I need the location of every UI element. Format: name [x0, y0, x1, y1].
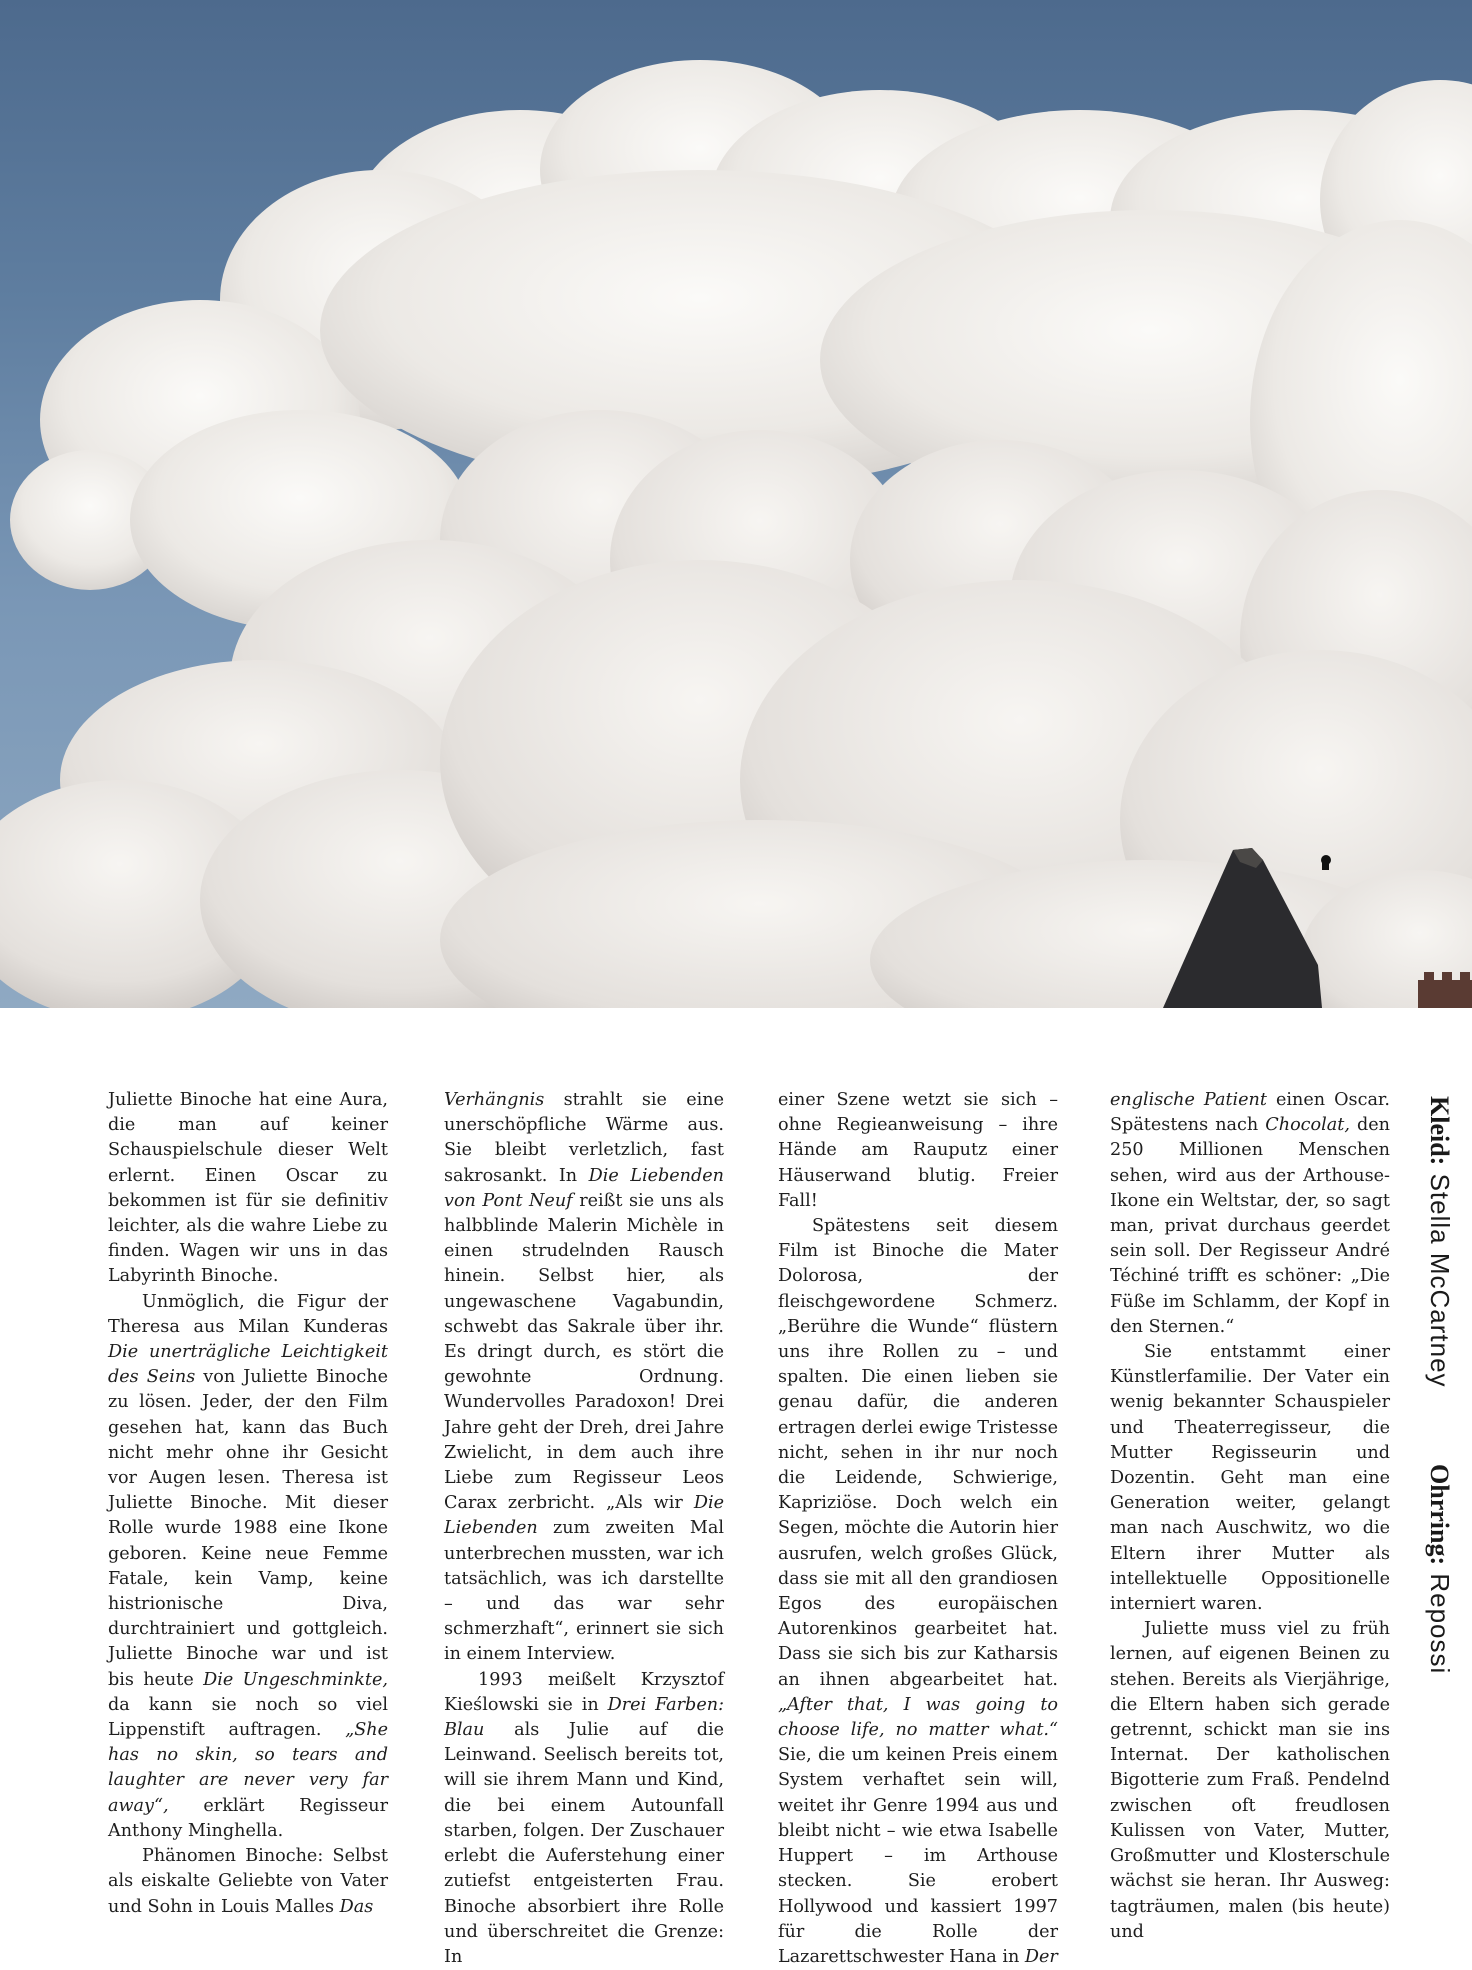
- paragraph: [444, 1088, 724, 1668]
- text: Unmöglich, die Figur der Theresa aus Milan Kunderas: [108, 1291, 388, 1337]
- paragraph: [778, 1088, 1058, 1214]
- paragraph: [1110, 1340, 1390, 1617]
- earring-credit-value: Repossi: [1425, 1573, 1455, 1675]
- text: erklärt Regisseur Anthony Minghella.: [108, 1795, 388, 1841]
- text: Juliette Binoche hat eine Aura, die man auf keiner Schauspielschule dieser Welt erlernt. Einen Oscar zu bekommen ist für sie definitiv leichter, als die wahre Liebe zu finden. Wagen wir uns in das Labyrinth Binoche.: [108, 1090, 388, 1287]
- text: da kann sie noch so viel Lippenstift auftragen.: [108, 1694, 388, 1741]
- article-column-2: [444, 1088, 724, 1970]
- film-title: Das: [339, 1896, 374, 1917]
- paragraph: [108, 1290, 388, 1844]
- film-title: Chocolat,: [1265, 1115, 1350, 1136]
- film-title: Der: [1024, 1946, 1058, 1967]
- quote: „After that, I was going to choose life, no matter what.“: [778, 1694, 1058, 1741]
- text: strahlt sie eine unerschöpfliche Wärme aus. Sie bleibt verletzlich, fast sakrosankt. In: [444, 1090, 724, 1186]
- paragraph: [108, 1088, 388, 1290]
- text: Phänomen Binoche: Selbst als eiskalte Geliebte von Vater und Sohn in Louis Malles: [108, 1846, 388, 1917]
- text: den 250 Millionen Menschen sehen, wird aus der Arthouse-Ikone ein Weltstar, der, so sagt man, privat durchaus geerdet sein soll. Der Regisseur André Téchiné trifft es schöner: „Die Füße im Schlamm, der Kopf in den Sternen.“: [1110, 1115, 1390, 1337]
- earring-credit-label: Ohrring:: [1425, 1464, 1454, 1566]
- film-title: Verhängnis: [444, 1090, 545, 1110]
- emphasis: Die Ungeschminkte,: [203, 1669, 388, 1690]
- paragraph: [778, 1214, 1058, 1970]
- dress-credit-value: Stella McCartney: [1425, 1173, 1455, 1388]
- fashion-credits: [1420, 1096, 1460, 1856]
- text: als Julie auf die Leinwand. Seelisch bereits tot, will sie ihrem Mann und Kind, die bei einem Autounfall starben, folgen. Der Zuschauer erlebt die Auferstehung einer zutiefst entgeisterten Frau. Binoche absorbiert ihre Rolle und überschreitet die Grenze: In: [444, 1720, 724, 1967]
- text: Sie, die um keinen Preis einem System verhaftet sein will, weitet ihr Genre 1994 aus und bleibt nicht – wie etwa Isabelle Huppert – im Arthouse stecken. Sie erobert Hollywood und kassiert 1997 für die Rolle der Lazarettschwester Hana in: [778, 1745, 1058, 1967]
- film-title: Drei Farben: Blau: [444, 1694, 724, 1741]
- text: Spätestens seit diesem Film ist Binoche die Mater Dolorosa, der fleischgewordene Schmerz. „Berühre die Wunde“ flüstern uns ihre Rollen zu – und spalten. Die einen lieben sie genau dafür, die anderen ertragen derlei ewige Tristesse nicht, sehen in ihr nur noch die Leidende, Schwierige, Kapriziöse. Doch welch ein Segen, möchte die Autorin hier ausrufen, welch großes Glück, dass sie mit all den grandiosen Egos des europäischen Autorenkinos gearbeitet hat. Dass sie sich bis zur Katharsis an ihnen abgearbeitet hat.: [778, 1216, 1058, 1690]
- paragraph: [1110, 1617, 1390, 1945]
- text: Sie entstammt einer Künstlerfamilie. Der Vater ein wenig bekannter Schauspieler und Theaterregisseur, die Mutter Regisseurin und Dozentin. Geht man eine Generation weiter, gelangt man nach Auschwitz, wo die Eltern ihrer Mutter als intellektuelle Oppositionelle interniert waren.: [1110, 1342, 1390, 1615]
- article-body: [108, 1088, 1390, 1967]
- paragraph: [1110, 1088, 1390, 1340]
- film-title: Die Liebenden von Pont Neuf: [444, 1165, 724, 1211]
- text: 1993 meißelt Krzysztof Kieślowski sie in: [444, 1669, 724, 1715]
- text: Juliette muss viel zu früh lernen, auf eigenen Beinen zu stehen. Bereits als Vierjährige, die Eltern haben sich gerade getrennt, schickt man sie ins Internat. Der katholischen Bigotterie zum Fraß. Pendelnd zwischen oft freudlosen Kulissen von Vater, Mutter, Großmutter und Klosterschule wächst sie heran. Ihr Ausweg: tagträumen, malen (bis heute) und: [1110, 1619, 1390, 1942]
- article-column-3: [778, 1088, 1058, 1970]
- text: von Juliette Binoche zu lösen. Jeder, der den Film gesehen hat, kann das Buch nicht mehr ohne ihr Gesicht vor Augen lesen. Theresa ist Juliette Binoche. Mit dieser Rolle wurde 1988 eine Ikone geboren. Keine neue Femme Fatale, kein Vamp, keine histrionische Diva, durchtrainiert und gottgleich. Juliette Binoche war und ist bis heute: [108, 1367, 388, 1690]
- paragraph: [444, 1668, 724, 1970]
- text: einer Szene wetzt sie sich – ohne Regieanweisung – ihre Hände am Rauputz einer Häuserwand blutig. Freier Fall!: [778, 1090, 1058, 1211]
- article-column-1: [108, 1088, 388, 1920]
- text: zum zweiten Mal unterbrechen mussten, war ich tatsächlich, was ich darstellte – und das war sehr schmerzhaft“, erinnert sie sich in einem Interview.: [444, 1518, 724, 1665]
- text: einen Oscar. Spätestens nach: [1110, 1090, 1390, 1136]
- article-column-4: [1110, 1088, 1390, 1945]
- text: reißt sie uns als halbblinde Malerin Michèle in einen strudelnden Rausch hinein. Selbst hier, als ungewaschene Vagabundin, schwebt das Sakrale über ihr. Es dringt durch, es stört die gewohnte Ordnung. Wundervolles Paradoxon! Drei Jahre geht der Dreh, drei Jahre Zwielicht, in dem auch ihre Liebe zum Regisseur Leos Carax zerbricht. „Als wir: [444, 1190, 724, 1514]
- dress-credit-label: Kleid:: [1425, 1096, 1454, 1166]
- film-title: Die Liebenden: [444, 1493, 724, 1539]
- book-title: Die unerträgliche Leichtigkeit des Seins: [108, 1342, 388, 1388]
- quote: „She has no skin, so tears and laughter are never very far away“,: [108, 1720, 388, 1816]
- film-title: englische Patient: [1110, 1090, 1267, 1110]
- paragraph: [108, 1844, 388, 1920]
